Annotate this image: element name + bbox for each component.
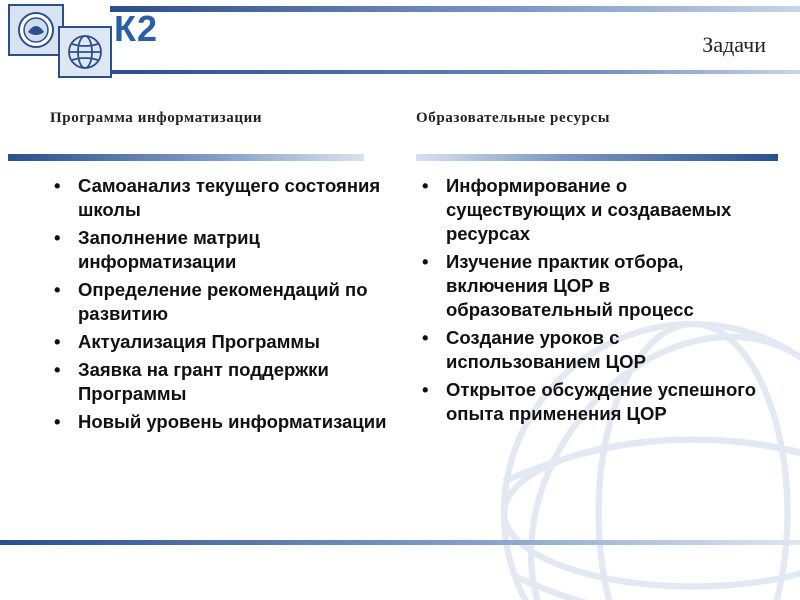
list-item-text: Определение рекомендаций по развитию	[78, 279, 368, 324]
right-column-heading: Образовательные ресурсы	[416, 110, 611, 126]
left-column-heading: Программа информатизации	[50, 110, 263, 126]
list-item-text: Заполнение матриц информатизации	[78, 227, 260, 272]
bullet-icon: •	[422, 327, 429, 348]
list-item-text: Создание уроков с использованием ЦОР	[446, 327, 646, 372]
list-item	[420, 378, 760, 426]
left-bullet-list	[52, 174, 402, 438]
bullet-icon: •	[422, 175, 429, 196]
list-item	[52, 226, 402, 274]
list-item-text: Открытое обсуждение успешного опыта применения ЦОР	[446, 379, 757, 424]
list-item	[52, 278, 402, 326]
globe-logo-icon	[58, 26, 112, 78]
list-item-text: Новый уровень информатизации	[78, 411, 387, 432]
header-divider	[110, 70, 800, 74]
brand-logo-text: К2	[114, 8, 158, 49]
list-item-text: Информирование о существующих и создаваемых ресурсах	[446, 175, 732, 244]
bullet-icon: •	[54, 411, 61, 432]
list-item	[420, 326, 760, 374]
left-column-divider	[8, 154, 364, 161]
page-title: Задачи	[702, 32, 766, 57]
list-item	[52, 174, 402, 222]
footer-bar	[0, 540, 800, 545]
right-column-divider	[416, 154, 778, 161]
bullet-icon: •	[54, 279, 61, 300]
emblem-logo-icon	[8, 4, 64, 56]
list-item	[52, 410, 402, 434]
list-item	[52, 358, 402, 406]
list-item	[52, 330, 402, 354]
list-item	[420, 174, 760, 246]
list-item-text: Актуализация Программы	[78, 331, 320, 352]
header-bar	[110, 6, 800, 12]
right-bullet-list	[420, 174, 760, 430]
list-item-text: Изучение практик отбора, включения ЦОР в образовательный процесс	[446, 251, 694, 320]
bullet-icon: •	[422, 251, 429, 272]
list-item	[420, 250, 760, 322]
bullet-icon: •	[54, 175, 61, 196]
list-item-text: Заявка на грант поддержки Программы	[78, 359, 329, 404]
bullet-icon: •	[54, 227, 61, 248]
bullet-icon: •	[54, 359, 61, 380]
bullet-icon: •	[422, 379, 429, 400]
list-item-text: Самоанализ текущего состояния школы	[78, 175, 381, 220]
bullet-icon: •	[54, 331, 61, 352]
